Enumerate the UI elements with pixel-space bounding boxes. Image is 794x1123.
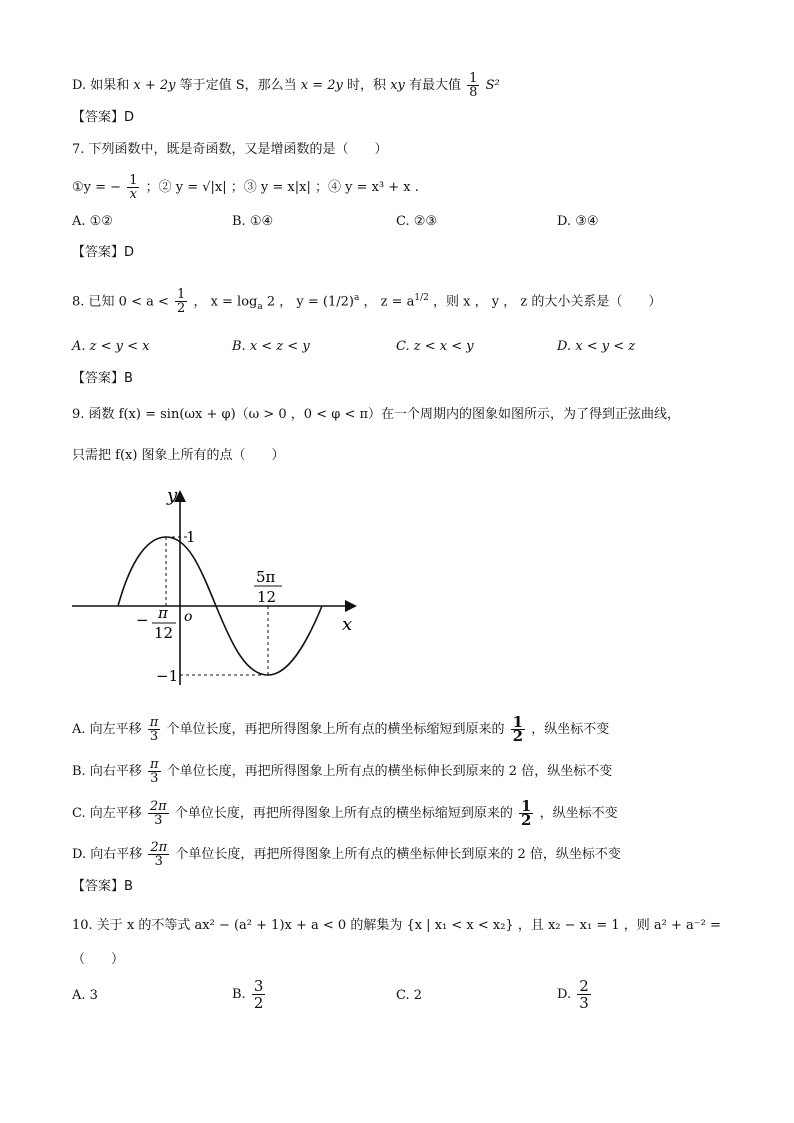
y-axis-label: y	[167, 485, 178, 506]
left-tick-sign: −	[136, 611, 149, 629]
q8-answer	[72, 369, 133, 389]
q6-optd-tail: S²	[485, 78, 500, 93]
q7-fn-rest: ；② y = √|x| ；③ y = x|x| ；④ y = x³ + x .	[145, 180, 419, 195]
q8-stem-pre: 8. 已知 0 < a <	[72, 294, 169, 310]
q9-optb-fraction: $\frac{\pi}{3}$	[149, 757, 159, 786]
answer-label: 【答案】	[72, 110, 125, 125]
q8-stem-mid2: 2 ， y = (1/2)	[266, 294, 354, 310]
q10-option-d	[557, 978, 593, 1011]
q9-optd-post: 个单位长度，再把所得图象上所有点的横坐标伸长到原来的 2 倍，纵坐标不变	[175, 847, 621, 862]
q10-optd-pre: D.	[557, 987, 572, 1002]
q10-option-c: C. 2	[396, 988, 423, 1003]
q6-optd-expr1: x + 2y	[133, 78, 176, 93]
q7-fn1-fraction: $\frac{1}{x}$	[129, 173, 138, 202]
q9-opta-tail: ，纵坐标不变	[531, 722, 610, 737]
q9-graph	[70, 485, 370, 695]
q9-optb-post: 个单位长度，再把所得图象上所有点的横坐标伸长到原来的 2 倍，纵坐标不变	[166, 764, 613, 779]
x-axis-label: x	[342, 614, 353, 635]
q6-optd-fraction: $\frac{1}{8}$	[469, 71, 478, 100]
q7-answer	[72, 243, 134, 263]
left-tick-denominator: 12	[154, 624, 174, 642]
q9-opta-fraction: $\frac{\pi}{3}$	[149, 715, 159, 744]
q7-functions	[72, 174, 419, 201]
q6-optd-post: 有最大值	[409, 78, 466, 93]
answer-value: B	[124, 371, 133, 386]
q10-option-b	[232, 978, 267, 1011]
q7-fn1: ①y = −	[72, 180, 122, 195]
q9-stem-line2: 只需把 f(x) 图象上所有的点（ ）	[72, 448, 285, 463]
q8-option-a: A. z < y < x	[72, 339, 150, 354]
q7-option-a: A. ①②	[72, 214, 113, 229]
q10-optb-pre: B.	[232, 987, 246, 1002]
q7-option-c: C. ②③	[396, 214, 438, 229]
q8-exp-a: a	[354, 293, 360, 303]
q6-optd-mid: 等于定值 S，那么当	[179, 78, 301, 93]
q8-option-c: C. z < x < y	[396, 339, 474, 354]
q9-stem-line1: 9. 函数 f(x) = sin(ωx + φ)（ω > 0 ，0 < φ < π）在一个周期内的图象如图所示，为了得到正弦曲线，	[72, 407, 681, 422]
q8-stem-post: ，则 x ， y ， z 的大小关系是（ ）	[433, 294, 662, 310]
q8-exp-half: 1/2	[414, 293, 429, 303]
answer-label: 【答案】	[72, 371, 125, 386]
q9-option-d	[72, 841, 621, 868]
q9-optb-pre: B. 向右平移	[72, 764, 142, 779]
q9-opta-post: 个单位长度，再把所得图象上所有点的横坐标缩短到原来的	[166, 722, 505, 737]
q8-option-d: D. x < y < z	[557, 339, 636, 354]
q8-stem	[72, 288, 661, 317]
q7-option-d: D. ③④	[557, 214, 599, 229]
q9-option-b	[72, 758, 612, 785]
left-tick-numerator: π	[158, 604, 168, 622]
q6-optd-expr2: x = 2y	[300, 78, 343, 93]
answer-value: B	[124, 879, 133, 894]
q7-stem: 7. 下列函数中，既是奇函数，又是增函数的是（ ）	[72, 142, 388, 157]
q8-stem-mid3: ， z = a	[363, 294, 415, 310]
q6-optd-xy: xy	[390, 78, 405, 93]
q8-option-b: B. x < z < y	[232, 339, 310, 354]
q10-paren: （ ）	[72, 952, 125, 967]
q9-optd-pre: D. 向右平移	[72, 847, 143, 862]
q9-optc-pre: C. 向左平移	[72, 806, 142, 821]
q9-option-a	[72, 713, 610, 745]
x-axis-arrow	[345, 600, 357, 612]
q6-optd-pre: D. 如果和	[72, 78, 130, 93]
q9-optc-post: 个单位长度，再把所得图象上所有点的横坐标缩短到原来的	[174, 806, 513, 821]
q8-log-base: a	[257, 301, 263, 312]
answer-value: D	[124, 110, 135, 125]
q10-stem: 10. 关于 x 的不等式 ax² − (a² + 1)x + a < 0 的解集为 {x | x₁ < x < x₂} ，且 x₂ − x₁ = 1 ，则 a² + a⁻² =	[72, 918, 721, 933]
right-tick-denominator: 12	[257, 588, 277, 606]
answer-label: 【答案】	[72, 879, 125, 894]
answer-label: 【答案】	[72, 245, 125, 260]
origin-label: o	[184, 609, 193, 625]
answer-value: D	[124, 245, 135, 260]
min-label: −1	[156, 667, 179, 685]
q8-stem-mid: ， x = log	[193, 294, 258, 310]
q9-opta-fraction2: $\frac{1}{2}$	[512, 713, 524, 745]
max-label: 1	[186, 528, 196, 546]
q9-option-c	[72, 797, 618, 829]
q9-optd-fraction: $\frac{2\pi}{3}$	[150, 840, 168, 869]
q9-optc-fraction2: $\frac{1}{2}$	[521, 797, 532, 829]
q8-stem-fraction: $\frac{1}{2}$	[177, 287, 186, 317]
q9-optc-tail: ，纵坐标不变	[539, 806, 618, 821]
q9-optc-fraction: $\frac{2\pi}{3}$	[149, 799, 167, 828]
q6-optd-mid2: 时，积	[347, 78, 391, 93]
q9-opta-pre: A. 向左平移	[72, 722, 142, 737]
q6-option-d	[72, 72, 500, 99]
right-tick-numerator: 5π	[256, 568, 276, 586]
q10-optd-fraction: $\frac{2}{3}$	[579, 977, 589, 1012]
q10-option-a: A. 3	[72, 988, 98, 1003]
q9-answer	[72, 877, 133, 897]
q7-option-b: B. ①④	[232, 214, 274, 229]
q6-answer	[72, 108, 134, 128]
q10-optb-fraction: $\frac{3}{2}$	[253, 977, 264, 1012]
